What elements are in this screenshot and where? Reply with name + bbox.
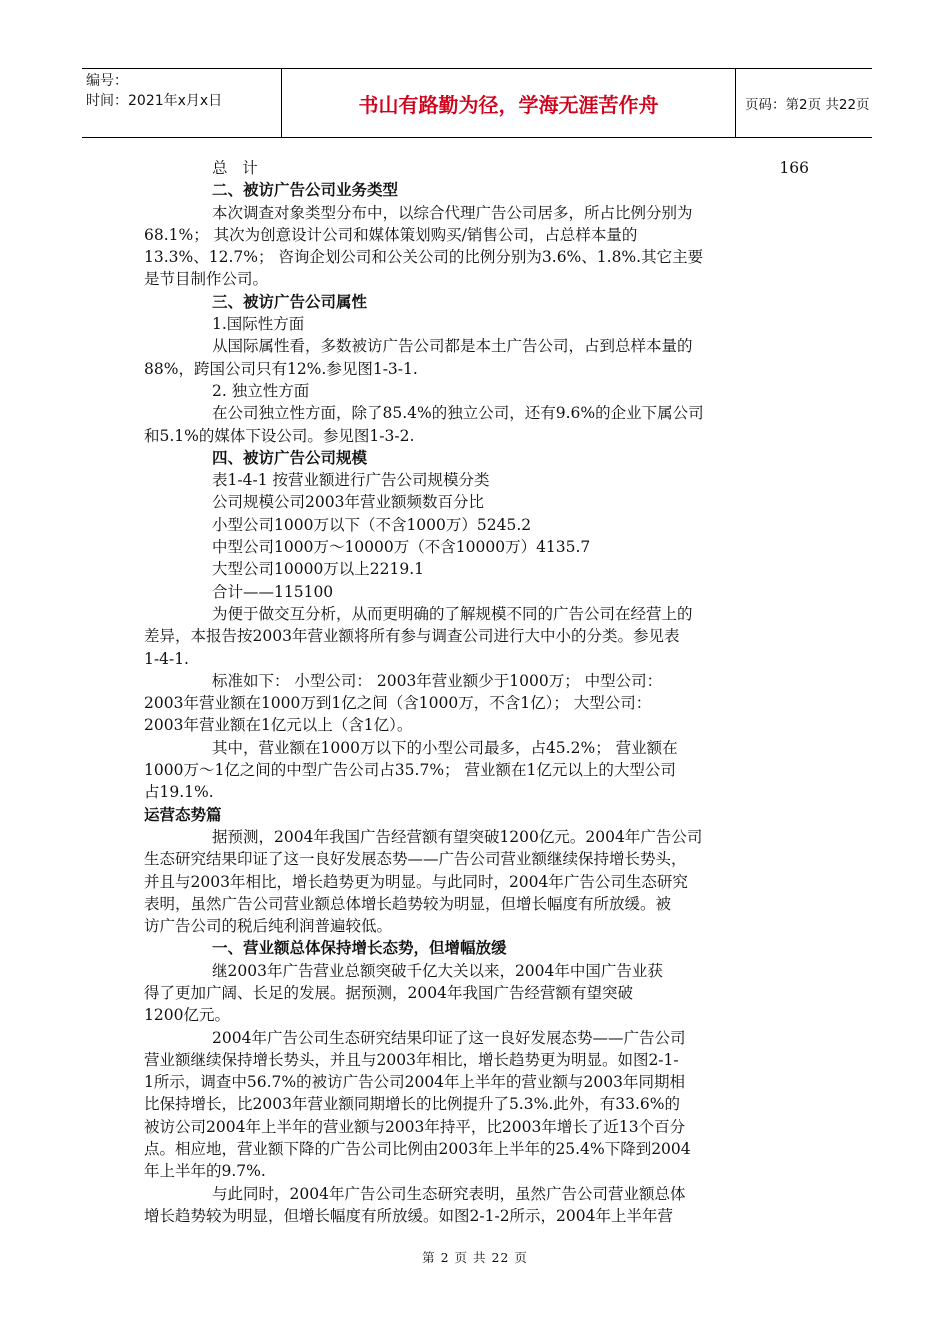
text-line: 在公司独立性方面，除了85.4%的独立公司，还有9.6%的企业下属公司 <box>212 404 704 423</box>
page-header <box>82 68 872 138</box>
document-body <box>144 157 809 1227</box>
text-line: 被访公司2004年上半年的营业额与2003年持平，比2003年增长了近13个百分 <box>144 1117 686 1136</box>
text-line: 为便于做交互分析，从而更明确的了解规模不同的广告公司在经营上的 <box>212 604 693 623</box>
header-page-info: 页码：第2页 共22页 <box>745 97 870 113</box>
text-line: 点。相应地，营业额下降的广告公司比例由2003年上半年的25.4%下降到2004 <box>144 1140 691 1159</box>
text-line: 差异，本报告按2003年营业额将所有参与调查公司进行大中小的分类。参见表 <box>144 627 680 646</box>
section-heading: 二、被访广告公司业务类型 <box>212 181 399 200</box>
text-line: 68.1%； 其次为创意设计公司和媒体策划购买/销售公司，占总样本量的 <box>144 225 638 244</box>
text-line: 与此同时，2004年广告公司生态研究表明，虽然广告公司营业额总体 <box>212 1184 686 1203</box>
text-line: 继2003年广告营业总额突破千亿大关以来，2004年中国广告业获 <box>212 961 663 980</box>
text-line: 1-4-1. <box>144 649 189 668</box>
text-line: 1所示，调查中56.7%的被访广告公司2004年上半年的营业额与2003年同期相 <box>144 1073 685 1092</box>
text-line: 本次调查对象类型分布中，以综合代理广告公司居多，所占比例分别为 <box>212 203 693 222</box>
text-line: 年上半年的9.7%. <box>144 1162 266 1181</box>
text-line: 营业额继续保持增长势头，并且与2003年相比，增长趋势更为明显。如图2-1- <box>144 1050 679 1069</box>
text-line: 标准如下： 小型公司： 2003年营业额少于1000万； 中型公司： <box>212 671 663 690</box>
text-line: 合计——115100 <box>212 582 334 601</box>
section-heading: 四、被访广告公司规模 <box>212 448 368 467</box>
code-label: 编号： <box>86 73 128 89</box>
section-heading: 三、被访广告公司属性 <box>212 292 368 311</box>
total-row <box>144 157 809 179</box>
total-label: 总 计 <box>212 159 258 177</box>
text-line: 从国际属性看，多数被访广告公司都是本土广告公司，占到总样本量的 <box>212 337 693 356</box>
text-line: 2003年营业额在1亿元以上（含1亿）。 <box>144 716 413 735</box>
text-line: 并且与2003年相比，增长趋势更为明显。与此同时，2004年广告公司生态研究 <box>144 872 688 891</box>
text-line: 中型公司1000万～10000万（不含10000万）4135.7 <box>212 538 591 557</box>
time-label: 时间：2021年x月x日 <box>86 93 223 109</box>
text-line: 表1-4-1 按营业额进行广告公司规模分类 <box>212 471 490 490</box>
total-value: 166 <box>779 159 809 177</box>
text-line: 增长趋势较为明显，但增长幅度有所放缓。如图2-1-2所示，2004年上半年营 <box>144 1206 674 1225</box>
text-line: 比保持增长，比2003年营业额同期增长的比例提升了5.3%.此外，有33.6%的 <box>144 1095 680 1114</box>
text-line: 据预测，2004年我国广告经营额有望突破1200亿元。2004年广告公司 <box>212 827 703 846</box>
text-line: 1200亿元。 <box>144 1006 230 1025</box>
text-line: 访广告公司的税后纯利润普遍较低。 <box>144 917 393 936</box>
text-line: 其中，营业额在1000万以下的小型公司最多，占45.2%； 营业额在 <box>212 738 678 757</box>
section-heading: 运营态势篇 <box>144 805 222 824</box>
text-line: 大型公司10000万以上2219.1 <box>212 560 425 579</box>
text-line: 占19.1%. <box>144 783 214 802</box>
text-line: 得了更加广阔、长足的发展。据预测，2004年我国广告经营额有望突破 <box>144 983 633 1002</box>
text-line: 13.3%、12.7%； 咨询企划公司和公关公司的比例分别为3.6%、1.8%.其它主要 <box>144 248 704 267</box>
text-line: 2003年营业额在1000万到1亿之间（含1000万，不含1亿）； 大型公司： <box>144 694 652 713</box>
text-line: 公司规模公司2003年营业额频数百分比 <box>212 493 484 512</box>
text-line: 2. 独立性方面 <box>212 381 310 400</box>
text-line: 1.国际性方面 <box>212 315 305 334</box>
header-meta <box>82 69 282 137</box>
text-line: 是节目制作公司。 <box>144 270 269 289</box>
text-line: 和5.1%的媒体下设公司。参见图1-3-2. <box>144 426 415 445</box>
header-motto: 书山有路勤为径，学海无涯苦作舟 <box>282 69 736 137</box>
text-line: 1000万～1亿之间的中型广告公司占35.7%； 营业额在1亿元以上的大型公司 <box>144 761 676 780</box>
text-line: 小型公司1000万以下（不含1000万）5245.2 <box>212 515 532 534</box>
section-heading: 一、营业额总体保持增长态势，但增幅放缓 <box>212 939 507 958</box>
page-footer: 第 2 页 共 22 页 <box>422 1250 528 1265</box>
text-line: 生态研究结果印证了这一良好发展态势——广告公司营业额继续保持增长势头， <box>144 850 687 869</box>
text-line: 88%，跨国公司只有12%.参见图1-3-1. <box>144 359 418 378</box>
text-line: 表明，虽然广告公司营业额总体增长趋势较为明显，但增长幅度有所放缓。被 <box>144 894 672 913</box>
text-line: 2004年广告公司生态研究结果印证了这一良好发展态势——广告公司 <box>212 1028 686 1047</box>
